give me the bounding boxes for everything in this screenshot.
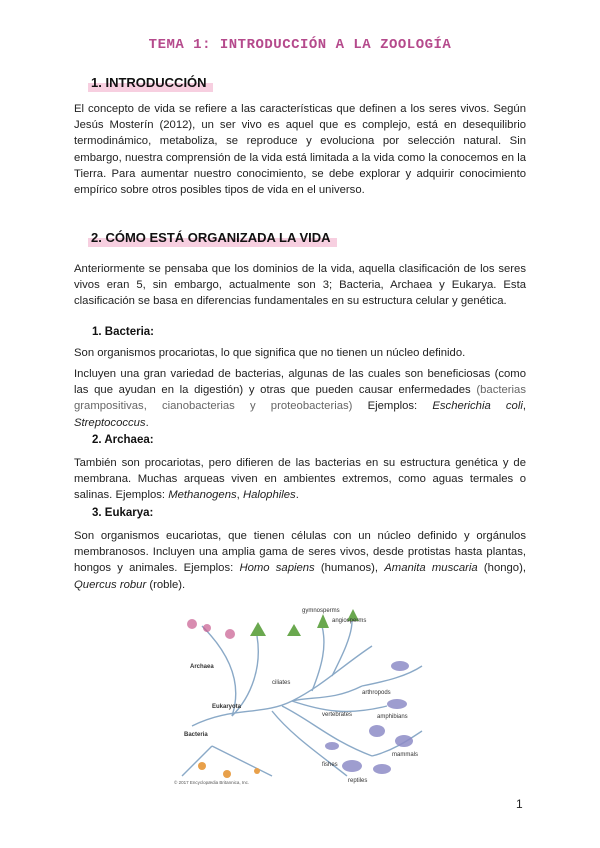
example-escherichia: Escherichia coli xyxy=(432,400,523,413)
subheading-eukarya: 3. Eukarya: xyxy=(92,507,154,519)
bacteria-examples-label: Ejemplos: xyxy=(352,400,433,413)
label-bacteria: Bacteria xyxy=(184,732,208,738)
section-heading-organizacion: 2. CÓMO ESTÁ ORGANIZADA LA VIDA xyxy=(88,227,337,247)
label-eukaryota: Eukaryota xyxy=(212,704,242,710)
label-fishes: fishes xyxy=(322,762,338,768)
archaea-paragraph: También son procariotas, pero difieren de las bacterias en su estructura genética y de membrana. Muchas arqueas viven en ambientes extremos, como aguas termales o salinas. Ejemplos: Methanogens, Halophiles. xyxy=(74,457,526,502)
label-vertebrates: vertebrates xyxy=(322,712,353,718)
section-heading-introduccion: 1. INTRODUCCIÓN xyxy=(88,72,213,92)
subheading-bacteria: 1. Bacteria: xyxy=(92,326,155,338)
label-amphibians: amphibians xyxy=(377,714,408,720)
organization-paragraph: Anteriormente se pensaba que los dominios de la vida, aquella clasificación de los seres vivos eran 5, sin embargo, actualmente son 3; Bacteria, Archaea y Eukarya. Esta clasificación se basa en diferencias fundamentales en su estructura celular y genética. xyxy=(74,263,526,308)
label-arthropods: arthropods xyxy=(362,690,391,696)
example-methanogens: Methanogens xyxy=(168,489,237,502)
page-title: TEMA 1: INTRODUCCIÓN A LA ZOOLOGÍA xyxy=(148,37,452,53)
subheading-archaea: 2. Archaea: xyxy=(92,434,154,446)
example-homo-sapiens: Homo sapiens xyxy=(239,562,315,575)
label-mammals: mammals xyxy=(392,752,419,758)
label-gymnosperms: gymnosperms xyxy=(302,608,340,614)
label-archaea: Archaea xyxy=(190,664,214,670)
figure-copyright: © 2017 Encyclopædia Britannica, Inc. xyxy=(174,780,250,785)
example-quercus: Quercus robur xyxy=(74,578,147,591)
label-reptiles: reptiles xyxy=(348,778,368,784)
tree-branches xyxy=(182,621,422,776)
label-angiosperms: angiosperms xyxy=(332,618,367,624)
page-number: 1 xyxy=(516,797,523,811)
bacteria-groups: (bacterias grampositivas, cianobacterias y proteobacterias) xyxy=(74,384,526,413)
bacteria-paragraph-1: Son organismos procariotas, lo que significa que no tienen un núcleo definido. xyxy=(74,347,466,359)
example-streptococcus: Streptococcus xyxy=(74,416,146,429)
bacteria-organisms xyxy=(198,762,260,778)
example-halophiles: Halophiles xyxy=(242,489,296,502)
bacteria-text: Incluyen una gran variedad de bacterias, algunas de las cuales son beneficiosas (como las que ayudan en la digestión) y otras que pueden causar enfermedades xyxy=(74,368,526,397)
label-ciliates: ciliates xyxy=(272,680,291,686)
bacteria-paragraph-2: Incluyen una gran variedad de bacterias, algunas de las cuales son beneficiosas (como las que ayudan en la digestión) y otras que pueden causar enfermedades (bacterias grampositivas, cianobacterias y proteobacterias) Ejemplos: Escherichia coli, Streptococcus. xyxy=(74,368,527,429)
example-amanita: Amanita muscaria xyxy=(384,562,478,575)
eukarya-paragraph: Son organismos eucariotas, que tienen células con un núcleo definido y orgánulos membranosos. Incluyen una amplia gama de seres vivos, desde protistas hasta plantas, hongos y animales. Ejemplos: Homo sapiens (humanos), Amanita muscaria (hongo), Quercus robur (roble). xyxy=(74,530,526,591)
tree-of-life-figure xyxy=(172,606,428,786)
intro-paragraph: El concepto de vida se refiere a las características que definen a los seres vivos. Según Jesús Mosterín (2012), un ser vivo es aquel que es complejo, está en desequilibrio termodinámico, metaboliza, se reproduce y evoluciona por selección natural. Sin embargo, nuestra comprensión de la vida está limitada a la vida como la conocemos en la Tierra. Para aumentar nuestro conocimiento, se debe explorar y adquirir conocimiento empírico sobre otros posibles tipos de vida en el universo. xyxy=(74,103,526,197)
